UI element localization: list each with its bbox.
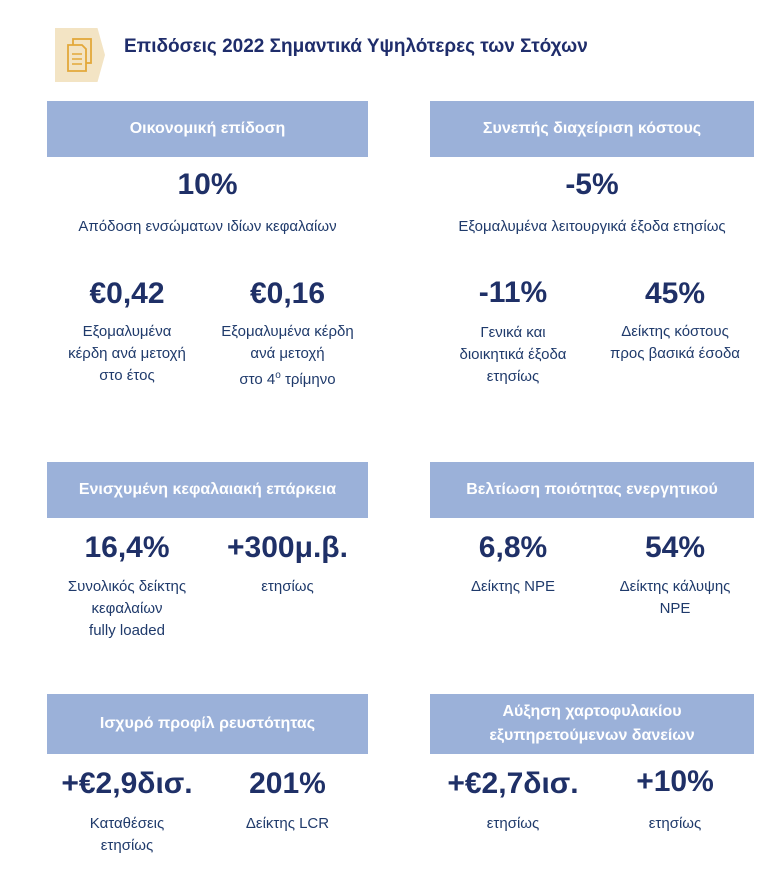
document-icon [55, 28, 105, 82]
value-capital-bps: +300μ.β. [227, 531, 348, 564]
document-icon-graphic [65, 38, 95, 72]
section-header-performing-loans: Αύξηση χαρτοφυλακίου εξυπηρετούμενων δανείων [430, 694, 754, 754]
desc-eps-year: Εξομαλυμένα κέρδη ανά μετοχή στο έτος [68, 323, 186, 384]
value-deposits: +€2,9δισ. [61, 767, 193, 800]
value-npe-ratio: 6,8% [478, 531, 548, 564]
section-header-asset-quality: Βελτίωση ποιότητας ενεργητικού [430, 462, 754, 518]
desc-lcr: Δείκτης LCR [245, 815, 330, 832]
desc-capital-bps: ετησίως [261, 578, 314, 595]
value-npe-coverage: 54% [644, 531, 706, 564]
value-eps-year: €0,42 [89, 277, 165, 310]
desc-deposits: Καταθέσεις ετησίως [89, 815, 165, 854]
desc-total-capital: Συνολικός δείκτης κεφαλαίων fully loaded [67, 578, 187, 639]
section-header-liquidity: Ισχυρό προφίλ ρευστότητας [47, 694, 368, 754]
value-total-capital: 16,4% [84, 531, 170, 564]
value-loans-growth: +10% [636, 765, 714, 798]
desc-loans-growth: ετησίως [648, 815, 702, 832]
section-header-financial-performance: Οικονομική επίδοση [47, 101, 368, 157]
value-loans: +€2,7δισ. [447, 767, 579, 800]
section-header-cost-management: Συνεπής διαχείριση κόστους [430, 101, 754, 157]
desc-loans: ετησίως [486, 815, 540, 832]
main-value-rote: 10% [177, 168, 238, 201]
value-cost-income: 45% [644, 277, 706, 310]
value-ga-expenses: -11% [478, 276, 548, 309]
section-header-capital-adequacy: Ενισχυμένη κεφαλαιακή επάρκεια [47, 462, 368, 518]
desc-eps-q4: Εξομαλυμένα κέρδη ανά μετοχή στο $4^o$ τρίμηνο [221, 323, 354, 388]
page-title: Επιδόσεις 2022 Σημαντικά Υψηλότερες των Στόχων [124, 36, 588, 57]
desc-cost-income: Δείκτης κόστους προς βασικά έσοδα [610, 323, 740, 362]
desc-npe-ratio: Δείκτης NPE [470, 578, 556, 595]
main-value-opex: -5% [565, 168, 619, 201]
desc-npe-coverage: Δείκτης κάλυψης NPE [619, 578, 731, 617]
desc-ga-expenses: Γενικά και διοικητικά έξοδα ετησίως [459, 324, 567, 385]
value-lcr: 201% [249, 767, 326, 800]
value-eps-q4: €0,16 [249, 277, 326, 310]
main-desc-rote: Απόδοση ενσώματων ιδίων κεφαλαίων [78, 218, 337, 235]
main-desc-opex: Εξομαλυμένα λειτουργικά έξοδα ετησίως [458, 218, 726, 235]
